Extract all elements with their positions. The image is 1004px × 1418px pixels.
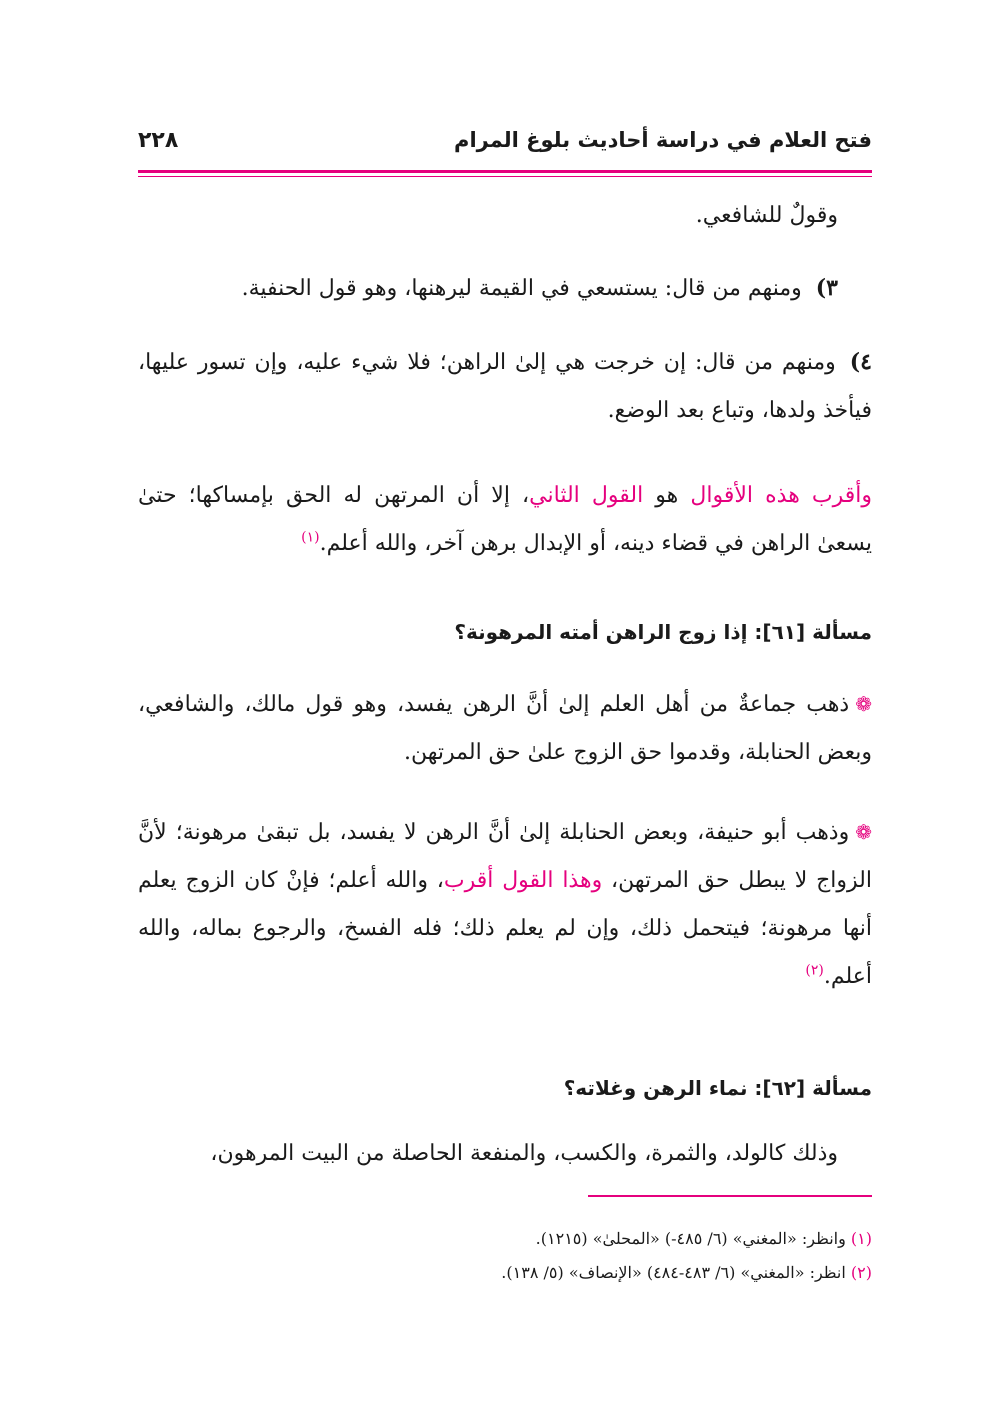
paragraph-aqrab [138,472,872,568]
footnote-number: (١) [850,1229,872,1248]
paragraph-61b [138,808,872,1001]
issue-62-heading [138,1064,872,1112]
list-item-3 [138,264,872,313]
footnote-text: انظر: «المغني» (٦/ ٤٨٣-٤٨٤) «الإنصاف» (٥/ ١٣٨). [501,1263,851,1282]
highlight-text: وهذا القول أقرب [443,868,603,893]
paragraph-continuation [138,192,872,240]
page-header [138,128,872,164]
header-rule-thin [138,176,872,177]
list-text: ومنهم من قال: إن خرجت هي إلىٰ الراهن؛ فلا شيء عليه، وإن تسور عليها، فيأخذ ولدها، وتباع بعد الوضع. [138,350,872,423]
header-rule-thick [138,170,872,173]
list-number: ٤) [849,349,872,375]
footnote-ref-2: (٢) [805,962,824,979]
paragraph-61a [138,680,872,777]
paragraph-text: وقولٌ للشافعي. [695,203,838,228]
paragraph-text: وذهب أبو حنيفة، وبعض الحنابلة إلىٰ أنَّ الرهن لا يفسد، بل تبقىٰ مرهونة؛ لأنَّ الزواج لا يبطل حق المرتهن، [138,820,872,893]
flower-icon: ❁ [855,820,872,844]
paragraph-text: هو [643,483,691,508]
highlight-text: القول الثاني [529,483,644,508]
list-text: ومنهم من قال: يستسعي في القيمة ليرهنها، وهو قول الحنفية. [241,276,802,301]
footnote-2 [138,1256,872,1290]
footnotes [138,1222,872,1290]
paragraph-text: ، والله أعلم؛ فإنْ كان الزوج يعلم أنها مرهونة؛ فيتحمل ذلك، وإن لم يعلم ذلك؛ فله الفسخ، والرجوع بماله، والله أعلم. [138,868,872,989]
paragraph-text: ذهب جماعةٌ من أهل العلم إلىٰ أنَّ الرهن يفسد، وهو قول مالك، والشافعي، وبعض الحنابلة، وقدموا حق الزوج علىٰ حق المرتهن. [138,692,872,765]
list-number: ٣) [815,275,838,301]
paragraph-text: ، إلا أن المرتهن له الحق بإمساكها؛ حتىٰ يسعىٰ الراهن في قضاء دينه، أو الإبدال برهن آخر، والله أعلم. [138,483,872,556]
footnote-1 [138,1222,872,1256]
footnote-number: (٢) [850,1263,872,1282]
paragraph-62 [138,1130,872,1178]
issue-61-heading [138,608,872,656]
flower-icon: ❁ [855,692,872,716]
book-title: فتح العلام في دراسة أحاديث بلوغ المرام [454,128,872,152]
section-heading: مسألة [٦٢]: نماء الرهن وغلاته؟ [563,1076,872,1100]
footnote-text: وانظر: «المغني» (٦/ ٤٨٥-) «المحلىٰ» (١٢١٥). [535,1229,851,1248]
footnote-separator [588,1195,872,1197]
paragraph-text: وذلك كالولد، والثمرة، والكسب، والمنفعة الحاصلة من البيت المرهون، [210,1141,838,1166]
list-item-4 [138,338,872,435]
page-number: ٢٢٨ [138,128,179,153]
section-heading: مسألة [٦١]: إذا زوج الراهن أمته المرهونة؟ [454,620,872,644]
highlight-text: وأقرب هذه الأقوال [690,483,873,508]
footnote-ref-1: (١) [301,529,320,546]
